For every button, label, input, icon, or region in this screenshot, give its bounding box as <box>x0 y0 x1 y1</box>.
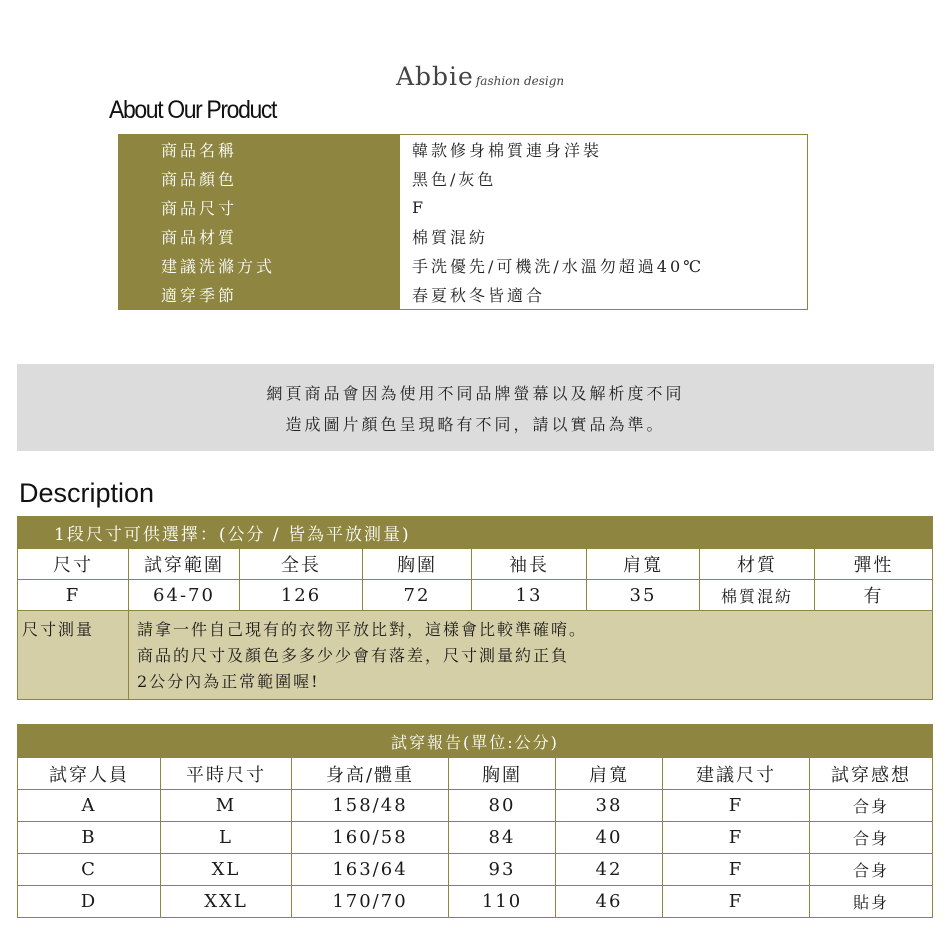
size-column-headers <box>18 549 933 580</box>
report-column-headers <box>18 758 933 790</box>
report-cell: 163/64 <box>292 854 449 886</box>
column-header: 試穿範圍 <box>129 549 240 580</box>
column-header: 試穿感想 <box>810 758 933 790</box>
info-value: 棉質混紡 <box>400 222 808 251</box>
report-header <box>18 725 933 758</box>
report-cell: 42 <box>556 854 663 886</box>
info-row <box>119 280 808 310</box>
report-cell: F <box>663 854 810 886</box>
info-row <box>119 135 808 165</box>
column-header: 肩寬 <box>556 758 663 790</box>
measure-line: 商品的尺寸及顏色多多少少會有落差，尺寸測量約正負 <box>137 646 570 665</box>
column-header: 尺寸 <box>18 549 129 580</box>
size-cell: 72 <box>363 580 472 611</box>
measure-label: 尺寸測量 <box>18 611 129 700</box>
column-header: 袖長 <box>472 549 587 580</box>
report-cell: 合身 <box>810 822 933 854</box>
report-cell: 84 <box>449 822 556 854</box>
column-header: 胸圍 <box>363 549 472 580</box>
report-cell: 158/48 <box>292 790 449 822</box>
column-header: 胸圍 <box>449 758 556 790</box>
info-row <box>119 222 808 251</box>
measure-line: 請拿一件自己現有的衣物平放比對，這樣會比較準確唷。 <box>137 620 588 639</box>
column-header: 材質 <box>700 549 815 580</box>
report-cell: XXL <box>161 886 292 918</box>
fitting-report-table <box>17 724 933 918</box>
report-cell: B <box>18 822 161 854</box>
column-header: 平時尺寸 <box>161 758 292 790</box>
info-row <box>119 251 808 280</box>
size-row <box>18 580 933 611</box>
notice-line: 造成圖片顏色呈現略有不同，請以實品為準。 <box>285 415 666 434</box>
info-key: 商品材質 <box>119 222 400 251</box>
description-title: Description <box>19 478 155 508</box>
info-value: 韓款修身棉質連身洋裝 <box>400 135 808 165</box>
report-cell: 貼身 <box>810 886 933 918</box>
column-header: 肩寬 <box>587 549 700 580</box>
color-notice <box>17 364 934 451</box>
info-value: 黑色/灰色 <box>400 164 808 193</box>
brand-name: Abbie <box>396 62 474 91</box>
report-cell: 170/70 <box>292 886 449 918</box>
report-cell: L <box>161 822 292 854</box>
report-cell: D <box>18 886 161 918</box>
report-cell: 93 <box>449 854 556 886</box>
size-cell: 13 <box>472 580 587 611</box>
report-cell: 40 <box>556 822 663 854</box>
report-cell: 46 <box>556 886 663 918</box>
report-cell: A <box>18 790 161 822</box>
measure-note-row <box>18 611 933 700</box>
report-cell: F <box>663 886 810 918</box>
size-cell: 有 <box>815 580 933 611</box>
size-cell: 棉質混紡 <box>700 580 815 611</box>
report-cell: 合身 <box>810 854 933 886</box>
size-table-title: 1段尺寸可供選擇：(公分 / 皆為平放測量) <box>18 517 933 549</box>
info-value: 春夏秋冬皆適合 <box>400 280 808 310</box>
info-key: 建議洗滌方式 <box>119 251 400 280</box>
column-header: 全長 <box>240 549 363 580</box>
column-header: 彈性 <box>815 549 933 580</box>
report-cell: 合身 <box>810 790 933 822</box>
report-cell: F <box>663 790 810 822</box>
report-row <box>18 854 933 886</box>
report-cell: C <box>18 854 161 886</box>
size-cell: 35 <box>587 580 700 611</box>
info-value: F <box>400 193 808 222</box>
report-cell: XL <box>161 854 292 886</box>
report-row <box>18 886 933 918</box>
info-key: 商品名稱 <box>119 135 400 165</box>
notice-line: 網頁商品會因為使用不同品牌螢幕以及解析度不同 <box>266 384 685 403</box>
size-table-header <box>18 517 933 549</box>
report-row <box>18 822 933 854</box>
report-cell: F <box>663 822 810 854</box>
info-row <box>119 164 808 193</box>
size-table <box>17 516 933 700</box>
report-title: 試穿報告(單位:公分) <box>18 725 933 758</box>
column-header: 試穿人員 <box>18 758 161 790</box>
size-cell: 126 <box>240 580 363 611</box>
info-value: 手洗優先/可機洗/水溫勿超過40℃ <box>400 251 808 280</box>
column-header: 建議尺寸 <box>663 758 810 790</box>
report-cell: 160/58 <box>292 822 449 854</box>
size-cell: F <box>18 580 129 611</box>
report-cell: 110 <box>449 886 556 918</box>
about-title: About Our Product <box>109 96 277 124</box>
column-header: 身高/體重 <box>292 758 449 790</box>
report-cell: M <box>161 790 292 822</box>
measure-note <box>129 611 933 700</box>
info-key: 商品顏色 <box>119 164 400 193</box>
info-row <box>119 193 808 222</box>
report-cell: 80 <box>449 790 556 822</box>
info-key: 適穿季節 <box>119 280 400 310</box>
measure-line: 2公分內為正常範圍喔! <box>137 672 320 691</box>
report-row <box>18 790 933 822</box>
brand-logo <box>396 62 564 91</box>
report-cell: 38 <box>556 790 663 822</box>
product-info-table <box>118 134 808 310</box>
size-cell: 64-70 <box>129 580 240 611</box>
info-key: 商品尺寸 <box>119 193 400 222</box>
brand-tagline: fashion design <box>475 74 565 88</box>
